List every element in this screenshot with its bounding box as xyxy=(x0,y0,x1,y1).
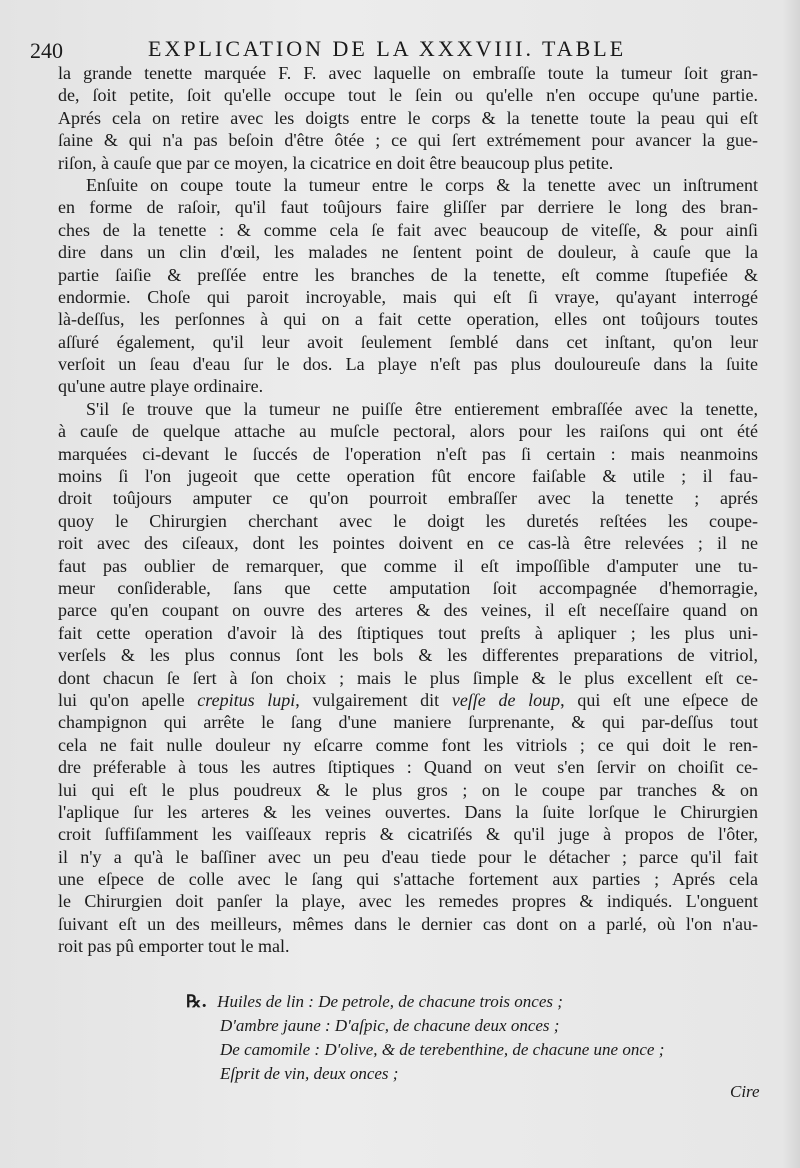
recipe-line: De camomile : D'olive, & de terebenthine, de chacune une once ; xyxy=(220,1040,665,1059)
text-line: à cauſe de quelque attache au muſcle pectoral, alors pour les raiſons qui ont été xyxy=(58,421,758,442)
text-line: faut pas oublier de remarquer, que comme il eſt impoſſible d'amputer une tu- xyxy=(58,555,758,576)
text-line: roit avec des ciſeaux, dont les pointes doivent en ce cas-là être relevées ; il ne xyxy=(58,533,758,554)
text-line: moins ſi l'on jugeoit que cette operation fût encore faiſable & utile ; il fau- xyxy=(58,466,758,487)
text-line: il n'y a qu'à le baſſiner avec un peu d'eau tiede pour le détacher ; parce qu'il fait xyxy=(58,846,758,867)
text-line: endormie. Choſe qui paroit incroyable, mais qui eſt ſi vraye, qu'ayant interrogé xyxy=(58,286,758,307)
text-line: lui qui eſt le plus poudreux & le plus gros ; on le coupe par tranches & on xyxy=(58,779,758,800)
text-line: l'aplique ſur les arteres & les veines ouvertes. Dans la ſuite lorſque le Chirurgien xyxy=(58,801,758,822)
text-line: quoy le Chirurgien cherchant avec le doigt les duretés reſtées les coupe- xyxy=(58,510,758,531)
text-line: qu'une autre playe ordinaire. xyxy=(58,376,264,397)
text-line: la grande tenette marquée F. F. avec laquelle on embraſſe toute la tumeur ſoit gran- xyxy=(58,63,758,83)
text-line: riſon, à cauſe que par ce moyen, la cicatrice en doit être beaucoup plus petite. xyxy=(58,152,614,173)
text-line: meur conſiderable, ſans que cette amputation ſoit accompagnée d'hemorragie, xyxy=(58,577,758,598)
text-line: S'il ſe trouve que la tumeur ne puiſſe être entierement embraſſée avec la tenette, xyxy=(86,398,758,419)
text-line: dire dans un clin d'œil, les malades ne ſentent point de douleur, à cauſe que la xyxy=(58,242,758,263)
text-line: cela ne fait nulle douleur ny eſcarre comme font les vitriols ; ce qui doit le ren- xyxy=(58,734,758,755)
text-line: roit pas pû emporter tout le mal. xyxy=(58,936,290,957)
page-number: 240 xyxy=(30,38,63,63)
body-text xyxy=(58,62,758,958)
recipe-line-text: Huiles de lin : De petrole, de chacune trois onces ; xyxy=(217,992,563,1011)
text-line: lui qu'on apelle crepitus lupi, vulgairement dit veſſe de loup, qui eſt une eſpece de xyxy=(58,689,759,710)
text-line: marquées ci-devant le ſuccés de l'operation n'eſt pas ſi certain : mais neanmoins xyxy=(58,443,758,464)
text-line: en forme de raſoir, qu'il faut toûjours faire gliſſer par derriere le long des bran- xyxy=(58,197,758,218)
text-line: partie ſaiſie & preſſée entre les branches de la tenette, eſt comme ſtupefiée & xyxy=(58,264,758,285)
text-line: ſuivant eſt un des meilleurs, mêmes dans le dernier cas dont on a parlé, où l'on n'au- xyxy=(58,913,758,934)
text-line: Aprés cela on retire avec les doigts entre le corps & la tenette toute la peau qui eſt xyxy=(58,107,758,128)
recipe-line xyxy=(186,990,766,1014)
text-line: droit toûjours amputer ce qu'on pourroit embraſſer avec la tenette ; aprés xyxy=(58,488,758,509)
text-line: verſels & les plus connus ſont les bols & les differentes preparations de vitriol, xyxy=(58,645,758,666)
text-line: dre préferable à tous les autres ſtiptiques : Quand on veut s'en ſervir on choiſit ce- xyxy=(58,757,758,778)
text-line: croit ſuffiſamment les vaiſſeaux repris & cicatriſés & qu'il juge à propos de l'ôter, xyxy=(58,824,758,845)
text-line: une eſpece de colle avec le ſang qui s'attache fortement aux parties ; Aprés cela xyxy=(58,869,758,890)
text-line: champignon qui arrête le ſang d'une maniere ſurprenante, & qui par-deſſus tout xyxy=(58,712,758,733)
text-line: le Chirurgien doit panſer la playe, avec les remedes propres & indiqués. L'onguent xyxy=(58,891,758,912)
text-line: ſaine & qui n'a pas beſoin d'être ôtée ; ce qui ſert extrémement pour avancer la gue- xyxy=(58,130,758,151)
recipe-symbol: ℞. xyxy=(186,992,208,1012)
text-line: fait cette operation d'avoir là des ſtiptiques tout preſts à apliquer ; les plus uni- xyxy=(58,622,758,643)
text-line: de, ſoit petite, ſoit qu'elle occupe tout le ſein ou qu'elle n'en occupe qu'une partie. xyxy=(58,85,758,106)
running-title: EXPLICATION DE LA XXXVIII. TABLE xyxy=(148,36,627,61)
text-line: parce qu'en coupant on ouvre des arteres & des veines, il eſt neceſſaire quand on xyxy=(58,600,758,621)
recipe-block xyxy=(186,990,766,1086)
text-line: verſoit un ſeau d'eau ſur le dos. La playe n'eſt pas plus douloureuſe dans la ſuite xyxy=(58,354,758,375)
page-edge-shadow xyxy=(782,0,800,1168)
catchword: Cire xyxy=(730,1082,760,1101)
text-line: là-deſſus, les perſonnes à qui on a fait cette operation, elles ont toûjours toutes xyxy=(58,309,758,330)
text-line: aſſuré également, qu'il leur avoit ſeulement ſemblé dans cet inſtant, qu'on leur xyxy=(58,331,758,352)
text-line: ches de la tenette : & comme cela ſe fait avec beaucoup de viteſſe, & pour ainſi xyxy=(58,219,758,240)
recipe-line: Eſprit de vin, deux onces ; xyxy=(220,1064,399,1083)
text-line: Enſuite on coupe toute la tumeur entre le corps & la tenette avec un inſtrument xyxy=(86,174,758,195)
recipe-line: D'ambre jaune : D'aſpic, de chacune deux onces ; xyxy=(220,1016,560,1035)
text-line: dont chacun ſe ſert à ſon choix ; mais le plus ſimple & le plus excellent eſt ce- xyxy=(58,667,758,688)
